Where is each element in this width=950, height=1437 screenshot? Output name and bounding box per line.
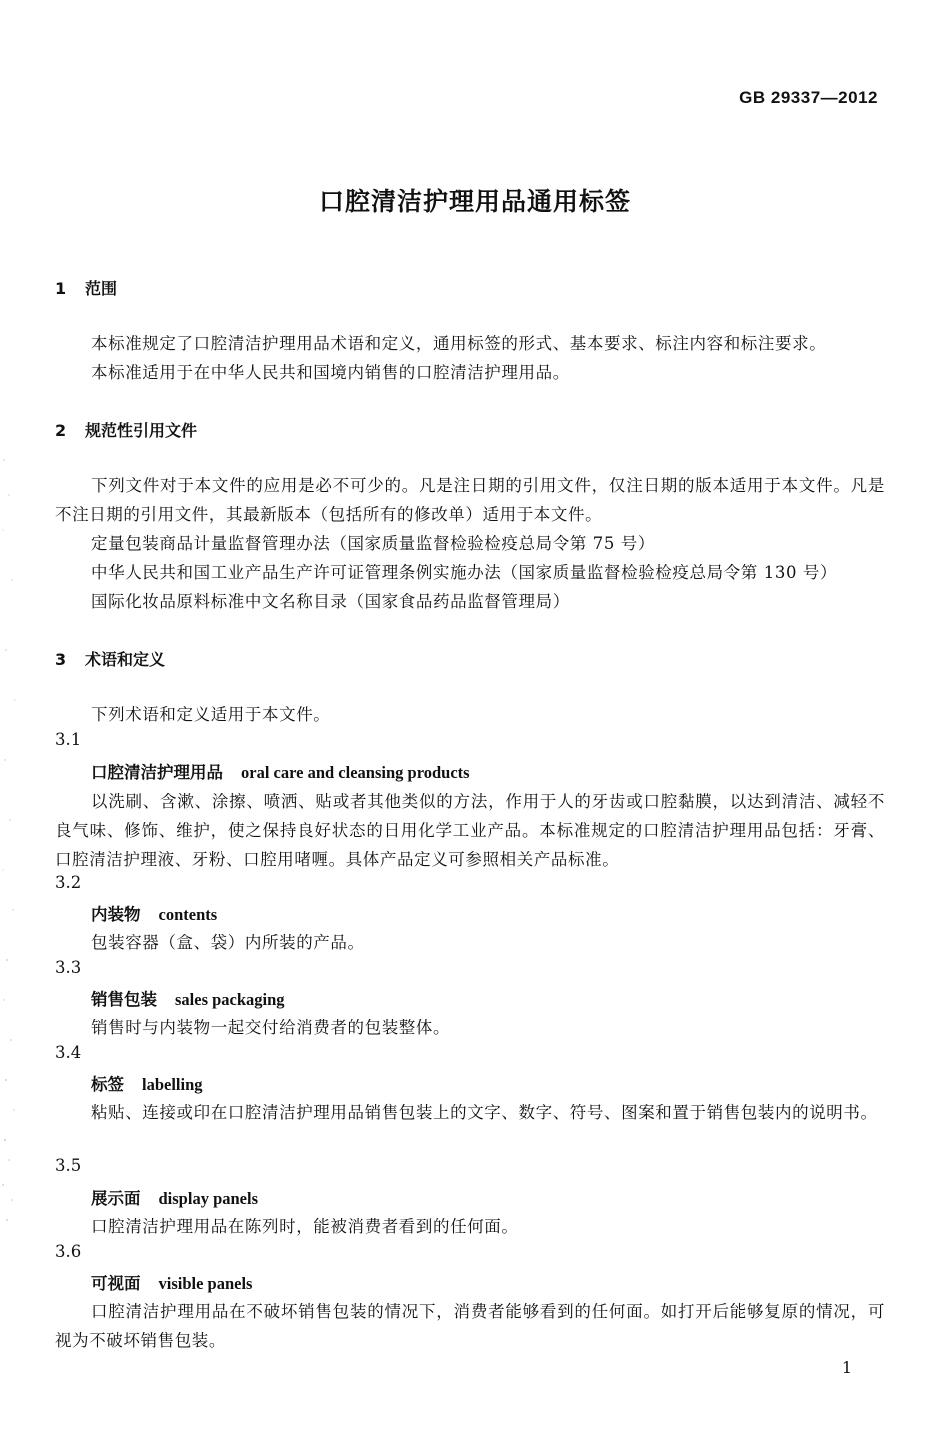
reference-item: 中华人民共和国工业产品生产许可证管理条例实施办法（国家质量监督检验检疫总局令第 130 号） bbox=[91, 563, 838, 582]
terms-intro: 下列术语和定义适用于本文件。 bbox=[91, 705, 331, 724]
clause-number: 3.3 bbox=[55, 958, 82, 977]
clause-number: 3.5 bbox=[55, 1156, 82, 1175]
term-zh: 可视面 bbox=[91, 1274, 141, 1293]
term-heading bbox=[91, 1270, 252, 1294]
term-zh: 内装物 bbox=[91, 905, 141, 924]
term-definition: 口腔清洁护理用品在不破坏销售包装的情况下，消费者能够看到的任何面。如打开后能够复原的情况，可视为不破坏销售包装。 bbox=[55, 1302, 885, 1350]
term-zh: 展示面 bbox=[91, 1189, 141, 1208]
term-heading bbox=[91, 986, 285, 1010]
term-heading bbox=[91, 1185, 258, 1209]
term-definition: 以洗刷、含漱、涂擦、喷洒、贴或者其他类似的方法，作用于人的牙齿或口腔黏膜，以达到清洁、减轻不良气味、修饰、维护，使之保持良好状态的日用化学工业产品。本标准规定的口腔清洁护理用品包括：牙膏、口腔清洁护理液、牙粉、口腔用啫喱。具体产品定义可参照相关产品标准。 bbox=[55, 792, 885, 869]
term-en: oral care and cleansing products bbox=[241, 763, 470, 782]
reference-item: 国际化妆品原料标准中文名称目录（国家食品药品监督管理局） bbox=[91, 592, 570, 611]
term-definition: 粘贴、连接或印在口腔清洁护理用品销售包装上的文字、数字、符号、图案和置于销售包装内的说明书。 bbox=[91, 1103, 878, 1122]
section-3-heading bbox=[55, 647, 165, 670]
scan-edge-noise bbox=[0, 440, 26, 1240]
term-definition: 口腔清洁护理用品在陈列时，能被消费者看到的任何面。 bbox=[91, 1217, 519, 1236]
page-number: 1 bbox=[841, 1358, 852, 1377]
term-en: display panels bbox=[158, 1189, 258, 1208]
section-number: 3 bbox=[55, 650, 67, 669]
term-en: contents bbox=[158, 905, 218, 924]
document-title: 口腔清洁护理用品通用标签 bbox=[318, 187, 631, 216]
term-zh: 口腔清洁护理用品 bbox=[91, 763, 223, 782]
term-en: labelling bbox=[142, 1075, 203, 1094]
section-title: 范围 bbox=[85, 279, 118, 298]
term-en: sales packaging bbox=[175, 990, 285, 1009]
clause-number: 3.2 bbox=[55, 873, 82, 892]
section-1-heading bbox=[55, 276, 117, 299]
section-number: 2 bbox=[55, 421, 67, 440]
term-zh: 销售包装 bbox=[91, 990, 157, 1009]
term-zh: 标签 bbox=[91, 1075, 124, 1094]
clause-number: 3.1 bbox=[55, 730, 82, 749]
scope-paragraph-1: 本标准规定了口腔清洁护理用品术语和定义，通用标签的形式、基本要求、标注内容和标注要求。 bbox=[91, 334, 827, 353]
standard-code: GB 29337—2012 bbox=[739, 88, 878, 107]
term-heading bbox=[91, 759, 470, 783]
clause-number: 3.4 bbox=[55, 1043, 82, 1062]
clause-number: 3.6 bbox=[55, 1242, 82, 1261]
term-heading bbox=[91, 901, 217, 925]
section-number: 1 bbox=[55, 279, 67, 298]
term-en: visible panels bbox=[158, 1274, 253, 1293]
normative-intro: 下列文件对于本文件的应用是必不可少的。凡是注日期的引用文件，仅注日期的版本适用于本文件。凡是不注日期的引用文件，其最新版本（包括所有的修改单）适用于本文件。 bbox=[55, 476, 885, 524]
scope-paragraph-2: 本标准适用于在中华人民共和国境内销售的口腔清洁护理用品。 bbox=[91, 363, 570, 382]
section-2-heading bbox=[55, 418, 197, 441]
term-definition: 包装容器（盒、袋）内所装的产品。 bbox=[91, 933, 365, 952]
section-title: 术语和定义 bbox=[85, 650, 166, 669]
section-title: 规范性引用文件 bbox=[85, 421, 198, 440]
term-heading bbox=[91, 1071, 203, 1095]
reference-item: 定量包装商品计量监督管理办法（国家质量监督检验检疫总局令第 75 号） bbox=[91, 534, 655, 553]
term-definition: 销售时与内装物一起交付给消费者的包装整体。 bbox=[91, 1018, 451, 1037]
